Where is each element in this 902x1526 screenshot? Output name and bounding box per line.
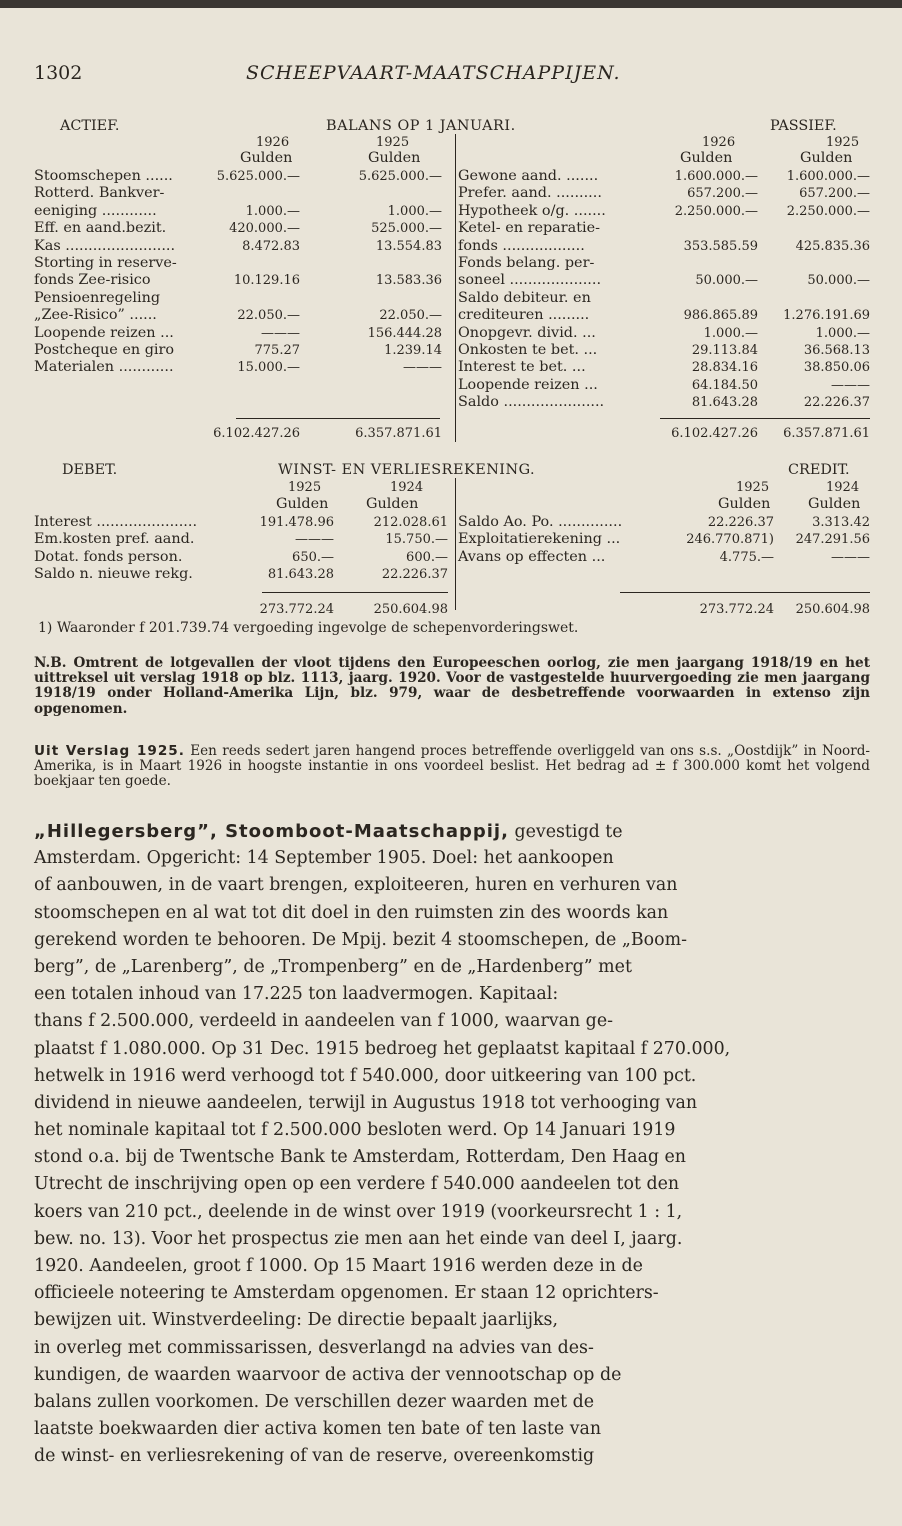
credit-unit-b: Gulden — [808, 496, 861, 512]
actief-row-label: Materialen ............ — [34, 359, 174, 376]
passief-row-value-a: 81.643.28 — [691, 395, 758, 411]
actief-row-value-a: 5.625.000.— — [216, 169, 300, 184]
company-entry — [34, 818, 870, 1471]
passief-row-label: Hypotheek o/g. ....... — [458, 202, 606, 219]
actief-row-value-b: 1.239.14 — [384, 343, 442, 358]
company-line: het nominale kapitaal tot f 2.500.000 besloten werd. Op 14 Januari 1919 — [34, 1120, 676, 1141]
actief-row-label: Postcheque en giro — [34, 342, 175, 358]
credit-row-label: Exploitatierekening ... — [458, 531, 621, 548]
company-line: stoomschepen en al wat tot dit doel in den ruimsten zin des woords kan — [34, 902, 669, 923]
actief-row-value-b: 22.050.— — [379, 308, 442, 324]
passief-total-a: 6.102.427.26 — [671, 426, 758, 441]
company-line: koers van 210 pct., deelende in de winst over 1919 (voorkeursrecht 1 : 1, — [34, 1201, 683, 1222]
actief-row-value-a: 8.472.83 — [242, 238, 300, 254]
company-line: in overleg met commissarissen, desverlangd na advies van des- — [34, 1337, 594, 1358]
actief-row-value-b: 525.000.— — [371, 221, 442, 237]
debet-row-value-b: 15.750.— — [385, 532, 448, 548]
company-line: Utrecht de inschrijving open op een verdere f 540.000 aandeelen tot den — [34, 1174, 680, 1195]
credit-year-b: 1924 — [826, 480, 860, 495]
credit-row-value-b: 247.291.56 — [795, 532, 870, 548]
actief-row-value-b: 13.554.83 — [375, 238, 442, 254]
page-number: 1302 — [34, 62, 83, 84]
company-line: dividend in nieuwe aandeelen, terwijl in Augustus 1918 tot verhooging van — [34, 1092, 698, 1113]
company-line: balans zullen voorkomen. De verschillen dezer waarden met de — [34, 1391, 595, 1412]
credit-total-a: 273.772.24 — [699, 602, 774, 617]
debet-row-label: Em.kosten pref. aand. — [34, 531, 195, 548]
passief-row-value-b: 22.226.37 — [803, 395, 870, 411]
actief-row-label: Storting in reserve- — [34, 255, 177, 271]
company-line: bewijzen uit. Winstverdeeling: De directie bepaalt jaarlijks, — [34, 1310, 558, 1331]
actief-row-label: Stoomschepen ...... — [34, 168, 173, 184]
actief-row-label: Loopende reizen ... — [34, 324, 174, 341]
company-line: stond o.a. bij de Twentsche Bank te Amsterdam, Rotterdam, Den Haag en — [34, 1147, 687, 1168]
passief-row-value-a: 29.113.84 — [691, 343, 758, 358]
debet-total-rule — [262, 592, 448, 593]
actief-row-value-b: ——— — [403, 360, 442, 376]
debet-year-b: 1924 — [390, 480, 424, 495]
actief-heading: ACTIEF. — [60, 118, 120, 134]
passief-row-label: Saldo ...................... — [458, 394, 605, 411]
credit-total-b: 250.604.98 — [795, 602, 870, 617]
company-line: plaatst f 1.080.000. Op 31 Dec. 1915 bedroeg het geplaatst kapitaal f 270.000, — [34, 1038, 731, 1059]
passief-total-b: 6.357.871.61 — [783, 426, 870, 441]
passief-row-label: Ketel- en reparatie- — [458, 220, 600, 237]
actief-row-value-b: 5.625.000.— — [358, 169, 442, 184]
company-line: berg”, de „Larenberg”, de „Trompenberg” en de „Hardenberg” met — [34, 956, 632, 977]
passief-row-value-a: 64.184.50 — [691, 377, 758, 393]
credit-row-value-a: 22.226.37 — [707, 515, 774, 530]
passief-row-label: Prefer. aand. .......... — [458, 185, 602, 202]
credit-total-rule — [620, 592, 870, 593]
passief-row-label: fonds .................. — [458, 237, 585, 254]
debet-row-value-b: 212.028.61 — [373, 515, 448, 530]
passief-row-value-b: 1.600.000.— — [786, 169, 870, 184]
actief-total-rule — [236, 418, 440, 419]
passief-row-value-b: 38.850.06 — [803, 360, 870, 376]
debet-row-value-b: 600.— — [406, 549, 448, 565]
company-line: hetwelk in 1916 werd verhoogd tot f 540.000, door uitkeering van 100 pct. — [34, 1065, 697, 1086]
passief-row-label: crediteuren ......... — [458, 307, 590, 324]
passief-row-value-a: 1.600.000.— — [674, 169, 758, 184]
running-title: SCHEEPVAART-MAATSCHAPPIJEN. — [246, 62, 621, 84]
winst-footnote: 1) Waaronder f 201.739.74 vergoeding ingevolge de schepenvorderingswet. — [38, 620, 579, 636]
actief-row-value-a: 10.129.16 — [233, 273, 300, 289]
actief-row-value-b: 156.444.28 — [367, 325, 442, 341]
credit-row-value-b: 3.313.42 — [812, 515, 870, 530]
passief-row-label: soneel .................... — [458, 272, 602, 289]
passief-row-value-b: 50.000.— — [807, 273, 870, 289]
actief-year-a: 1926 — [256, 135, 290, 150]
debet-unit-a: Gulden — [276, 496, 329, 512]
passief-row-value-a: 986.865.89 — [683, 308, 758, 324]
balance-title: BALANS OP 1 JANUARI. — [326, 118, 516, 134]
company-line: Amsterdam. Opgericht: 14 September 1905. Doel: het aankoopen — [34, 848, 614, 869]
actief-row-value-a: 15.000.— — [237, 360, 300, 376]
winst-title: WINST- EN VERLIESREKENING. — [278, 462, 536, 478]
debet-row-value-a: ——— — [295, 532, 334, 548]
passief-year-b: 1925 — [826, 135, 860, 150]
company-line: de winst- en verliesrekening of van de reserve, overeenkomstig — [34, 1446, 595, 1467]
company-line: 1920. Aandeelen, groot f 1000. Op 15 Maart 1916 werden deze in de — [34, 1256, 643, 1276]
debet-year-a: 1925 — [288, 480, 322, 495]
actief-row-label: Eff. en aand.bezit. — [34, 220, 167, 237]
passief-row-label: Onopgevr. divid. ... — [458, 324, 596, 341]
actief-row-value-a: 22.050.— — [237, 308, 300, 324]
passief-row-value-a: 28.834.16 — [691, 360, 758, 376]
debet-row-value-a: 650.— — [292, 549, 334, 565]
passief-row-value-b: ——— — [831, 377, 870, 393]
credit-unit-a: Gulden — [718, 496, 771, 512]
credit-row-value-a: 4.775.— — [719, 549, 774, 565]
company-line: officieele noteering te Amsterdam opgenomen. Er staan 12 oprichters- — [34, 1283, 659, 1304]
debet-row-label: Dotat. fonds person. — [34, 548, 183, 565]
company-line: of aanbouwen, in de vaart brengen, exploiteeren, huren en verhuren van — [34, 875, 678, 896]
debet-unit-b: Gulden — [366, 496, 419, 512]
credit-row-value-b: ——— — [831, 549, 870, 565]
passief-row-value-b: 36.568.13 — [803, 343, 870, 358]
debet-row-label: Interest ...................... — [34, 514, 198, 530]
passief-row-label: Interest te bet. ... — [458, 359, 586, 376]
passief-row-value-a: 2.250.000.— — [674, 203, 758, 219]
credit-row-label: Saldo Ao. Po. .............. — [458, 514, 623, 530]
actief-row-value-b: 1.000.— — [387, 203, 442, 219]
actief-row-value-a: 775.27 — [254, 343, 300, 358]
passief-row-label: Onkosten te bet. ... — [458, 342, 598, 358]
passief-row-label: Fonds belang. per- — [458, 255, 595, 271]
passief-unit-b: Gulden — [800, 150, 853, 166]
company-line: thans f 2.500.000, verdeeld in aandeelen van f 1000, waarvan ge- — [34, 1011, 613, 1032]
passief-row-value-a: 50.000.— — [695, 273, 758, 289]
passief-row-label: Loopende reizen ... — [458, 376, 598, 393]
actief-unit-b: Gulden — [368, 150, 421, 166]
actief-total-b: 6.357.871.61 — [355, 426, 442, 441]
passief-row-value-a: 353.585.59 — [683, 238, 758, 254]
company-line: kundigen, de waarden waarvoor de activa der vennootschap op de — [34, 1364, 622, 1385]
debet-row-value-a: 191.478.96 — [259, 515, 334, 530]
actief-row-value-b: 13.583.36 — [375, 273, 442, 289]
company-line: bew. no. 13). Voor het prospectus zie men aan het einde van deel I, jaarg. — [34, 1228, 683, 1249]
credit-row-label: Avans op effecten ... — [458, 548, 606, 565]
actief-row-label: Kas ........................ — [34, 237, 176, 254]
company-line: gerekend worden te behooren. De Mpij. bezit 4 stoomschepen, de „Boom- — [34, 929, 687, 950]
passief-heading: PASSIEF. — [770, 118, 837, 134]
credit-year-a: 1925 — [736, 480, 770, 495]
verslag-heading: Uit Verslag 1925. — [34, 743, 185, 759]
passief-total-rule — [660, 418, 870, 419]
scan-edge — [0, 0, 902, 8]
actief-row-value-a: 420.000.— — [229, 221, 300, 237]
actief-row-value-a: 1.000.— — [245, 203, 300, 219]
passief-row-label: Gewone aand. ....... — [458, 168, 599, 184]
passief-row-value-b: 657.200.— — [799, 186, 870, 202]
actief-row-label: eeniging ............ — [34, 202, 157, 219]
company-line: een totalen inhoud van 17.225 ton laadvermogen. Kapitaal: — [34, 984, 559, 1005]
passief-row-value-b: 425.835.36 — [795, 238, 870, 254]
debet-row-label: Saldo n. nieuwe rekg. — [34, 566, 193, 583]
debet-row-value-a: 81.643.28 — [267, 567, 334, 583]
actief-row-value-a: ——— — [261, 325, 300, 341]
credit-row-value-a: 246.770.871) — [686, 532, 774, 548]
debet-heading: DEBET. — [62, 462, 118, 478]
debet-total-a: 273.772.24 — [259, 602, 334, 617]
passief-row-value-a: 657.200.— — [687, 186, 758, 202]
passief-row-value-a: 1.000.— — [703, 325, 758, 341]
actief-year-b: 1925 — [376, 135, 410, 150]
verslag-note — [34, 744, 870, 790]
passief-year-a: 1926 — [702, 135, 736, 150]
actief-total-a: 6.102.427.26 — [213, 426, 300, 441]
passief-row-value-b: 1.276.191.69 — [783, 308, 870, 324]
debet-row-value-b: 22.226.37 — [381, 567, 448, 583]
passief-row-value-b: 2.250.000.— — [786, 203, 870, 219]
verslag-text: Een reeds sedert jaren hangend proces betreffende overliggeld van ons s.s. „Oostdijk” in Noord-Amerika, is in Maart 1926 in hoogste instantie in ons voordeel beslist. Het bedrag ad ± f 300.000 komt het volgend boekjaar ten goede. — [34, 743, 870, 790]
actief-row-label: Rotterd. Bankver- — [34, 185, 165, 202]
company-line: laatste boekwaarden dier activa komen ten bate of ten laste van — [34, 1419, 602, 1440]
actief-row-label: Pensioenregeling — [34, 289, 161, 306]
passief-row-label: Saldo debiteur. en — [458, 289, 591, 306]
passief-row-value-b: 1.000.— — [815, 325, 870, 341]
debet-total-b: 250.604.98 — [373, 602, 448, 617]
actief-row-label: fonds Zee-risico — [34, 272, 151, 289]
winst-divider — [455, 478, 456, 610]
actief-row-label: „Zee-Risico” ...... — [34, 307, 157, 324]
company-line: „Hillegersberg”, Stoomboot-Maatschappij, gevestigd te — [34, 821, 623, 842]
passief-unit-a: Gulden — [680, 150, 733, 166]
balance-divider — [455, 134, 456, 442]
actief-unit-a: Gulden — [240, 150, 293, 166]
credit-heading: CREDIT. — [788, 462, 850, 478]
nb-note: N.B. Omtrent de lotgevallen der vloot tijdens den Europeeschen oorlog, zie men jaargang 1918/19 en het uittreksel uit verslag 1918 op blz. 1113, jaarg. 1920. Voor de vastgestelde huurvergoeding zie men jaargang 1918/19 onder Holland-Amerika Lijn, blz. 979, waar de desbetreffende voorwaarden in extenso zijn opgenomen. — [34, 655, 870, 717]
